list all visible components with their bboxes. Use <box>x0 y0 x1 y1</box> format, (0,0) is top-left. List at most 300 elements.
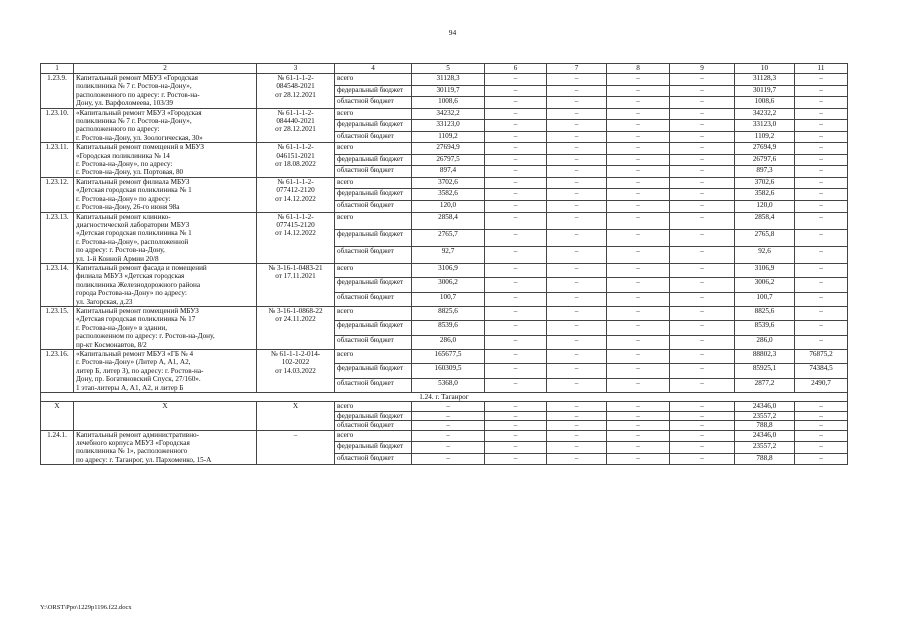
reference-line: 084548-2021 <box>276 82 315 91</box>
description-line: 1 этап-литеры А, А1, А2, и литер Б <box>76 383 184 392</box>
item-number: 1.23.15. <box>41 306 74 349</box>
description-line: литер Б, литер З), по адресу: г. Ростов-на- <box>76 366 204 375</box>
value-cell-c7: – <box>547 321 607 335</box>
description-line: Капитальный ремонт филиала МБУЗ <box>76 177 190 186</box>
item-description <box>74 177 257 212</box>
description-line: ул. Загорская, д.23 <box>76 297 133 306</box>
value-cell-c11: – <box>795 321 848 335</box>
value-cell-c8: – <box>607 278 670 292</box>
value-cell-c11: 76875,2 <box>795 350 848 364</box>
value-cell-c5: 100,7 <box>412 292 485 306</box>
expertise-reference <box>257 350 335 393</box>
value-cell-c9: – <box>670 143 735 155</box>
description-line: поликлиника № 7 г. Ростов-на-Дону», <box>76 117 192 126</box>
page-number: 94 <box>448 28 457 37</box>
value-cell-c5: 3582,6 <box>412 189 485 201</box>
budget-level: всего <box>335 430 412 442</box>
value-cell-c9: – <box>670 453 735 465</box>
column-header: 11 <box>795 64 848 74</box>
value-cell-c11: – <box>795 212 848 229</box>
value-cell-c6: – <box>485 74 547 86</box>
description-line: г. Ростова-на-Дону», по адресу: <box>76 160 173 169</box>
value-cell-c11: – <box>795 120 848 132</box>
budget-level: областной бюджет <box>335 453 412 465</box>
value-cell-c10: 24346,0 <box>735 430 795 442</box>
value-cell-c8: – <box>607 200 670 212</box>
value-cell-c6: – <box>485 229 547 246</box>
value-cell-c7: – <box>547 97 607 109</box>
table-row <box>41 430 848 442</box>
value-cell-c11: – <box>795 131 848 143</box>
description-line: «Детская городская поликлиника № 1 <box>76 186 192 195</box>
value-cell-c7: – <box>547 430 607 442</box>
value-cell-c9: – <box>670 430 735 442</box>
value-cell-c6: – <box>485 453 547 465</box>
value-cell-c10: 8825,6 <box>735 306 795 320</box>
value-cell-c9: – <box>670 200 735 212</box>
description-line: Капитальный ремонт МБУЗ «Городская <box>76 74 198 82</box>
item-description <box>74 108 257 143</box>
value-cell-c6: – <box>485 263 547 277</box>
budget-level: всего <box>335 350 412 364</box>
budget-level: всего <box>335 306 412 320</box>
budget-level: федеральный бюджет <box>335 120 412 132</box>
item-number: 1.23.10. <box>41 108 74 143</box>
value-cell-c9: – <box>670 212 735 229</box>
expertise-reference <box>257 143 335 178</box>
value-cell-c5: 2858,4 <box>412 212 485 229</box>
section-title: 1.24. г. Таганрог <box>41 393 848 402</box>
reference-line: – <box>293 430 298 439</box>
reference-line: от 28.12.2021 <box>275 90 316 99</box>
value-cell-c8: – <box>607 246 670 263</box>
table-row <box>41 263 848 277</box>
value-cell-c10: 2877,2 <box>735 378 795 392</box>
value-cell-c10: 26797,6 <box>735 154 795 166</box>
value-cell-c9: – <box>670 421 735 430</box>
item-description <box>74 263 257 306</box>
description-line: лечебного корпуса МБУЗ «Городская <box>76 439 190 448</box>
description-line: по адресу: г. Ростов-на-Дону, <box>76 246 165 255</box>
value-cell-c9: – <box>670 350 735 364</box>
value-cell-c9: – <box>670 229 735 246</box>
description-line: диагностической лаборатории МБУЗ <box>76 220 190 229</box>
budget-level: областной бюджет <box>335 200 412 212</box>
value-cell-c10: 3582,6 <box>735 189 795 201</box>
table-row <box>41 306 848 320</box>
description-line: расположенного по адресу: г. Ростов-на- <box>76 90 200 99</box>
value-cell-c6: – <box>485 246 547 263</box>
value-cell-c11: – <box>795 166 848 178</box>
value-cell-c8: – <box>607 411 670 420</box>
budget-level: федеральный бюджет <box>335 321 412 335</box>
budget-level: всего <box>335 74 412 86</box>
budget-level: областной бюджет <box>335 246 412 263</box>
description-line: г. Ростов-на-Дону» (Литер А, А1, А2, <box>76 358 191 367</box>
value-cell-c10: 30119,7 <box>735 85 795 97</box>
description-line: г. Ростова-на-Дону», расположенной <box>76 237 189 246</box>
value-cell-c7: – <box>547 108 607 120</box>
expertise-reference <box>257 263 335 306</box>
value-cell-c8: – <box>607 74 670 86</box>
value-cell-c6: – <box>485 200 547 212</box>
value-cell-c6: – <box>485 120 547 132</box>
budget-level: федеральный бюджет <box>335 189 412 201</box>
value-cell-c8: – <box>607 120 670 132</box>
reference-line: 084440-2021 <box>276 117 315 126</box>
value-cell-c9: – <box>670 263 735 277</box>
item-description <box>74 74 257 109</box>
value-cell-c6: – <box>485 421 547 430</box>
value-cell-c7: – <box>547 350 607 364</box>
value-cell-c9: – <box>670 131 735 143</box>
value-cell-c8: – <box>607 350 670 364</box>
reference-line: от 14.12.2022 <box>275 229 316 238</box>
item-number: 1.23.16. <box>41 350 74 393</box>
value-cell-c5: 3006,2 <box>412 278 485 292</box>
value-cell-c9: – <box>670 378 735 392</box>
description-line: города Ростова-на-Дону» по адресу: <box>76 289 187 298</box>
value-cell-c5: 8539,6 <box>412 321 485 335</box>
value-cell-c9: – <box>670 85 735 97</box>
value-cell-c9: – <box>670 166 735 178</box>
description-line: «Капитальный ремонт МБУЗ «Городская <box>76 108 202 117</box>
value-cell-c7: – <box>547 442 607 454</box>
value-cell-c10: 85925,1 <box>735 364 795 378</box>
column-header: 6 <box>485 64 547 74</box>
value-cell-c6: – <box>485 189 547 201</box>
value-cell-c6: – <box>485 378 547 392</box>
value-cell-c7: – <box>547 177 607 189</box>
reference-line: от 14.03.2022 <box>275 366 316 375</box>
value-cell-c10: 88802,3 <box>735 350 795 364</box>
description-line: ул. 1-й Конной Армии 20/8 <box>76 254 159 263</box>
reference-line: 077415-2120 <box>276 220 315 229</box>
financing-table <box>40 63 848 465</box>
value-cell-c11: 2490,7 <box>795 378 848 392</box>
value-cell-c10: 3106,9 <box>735 263 795 277</box>
budget-level: всего <box>335 263 412 277</box>
value-cell-c8: – <box>607 442 670 454</box>
column-header: 7 <box>547 64 607 74</box>
value-cell-c5: – <box>412 411 485 420</box>
value-cell-c10: 897,3 <box>735 166 795 178</box>
reference-line: № 3-16-1-0483-21 <box>268 263 323 272</box>
expertise-reference <box>257 108 335 143</box>
table-row <box>41 143 848 155</box>
value-cell-c7: – <box>547 143 607 155</box>
description-line: по адресу: г. Таганрог, ул. Пархоменко, 15-А <box>76 455 212 464</box>
value-cell-c8: – <box>607 143 670 155</box>
value-cell-c10: 3702,6 <box>735 177 795 189</box>
value-cell-c5: 31128,3 <box>412 74 485 86</box>
budget-level: всего <box>335 212 412 229</box>
value-cell-c7: – <box>547 166 607 178</box>
value-cell-c5: 165677,5 <box>412 350 485 364</box>
value-cell-c8: – <box>607 378 670 392</box>
value-cell-c10: 8539,6 <box>735 321 795 335</box>
value-cell-c11: – <box>795 453 848 465</box>
budget-level: областной бюджет <box>335 131 412 143</box>
expertise-reference <box>257 430 335 465</box>
item-number: 1.23.12. <box>41 177 74 212</box>
value-cell-c11: – <box>795 177 848 189</box>
value-cell-c8: – <box>607 421 670 430</box>
column-header: 10 <box>735 64 795 74</box>
value-cell-c6: – <box>485 402 547 411</box>
value-cell-c9: – <box>670 292 735 306</box>
value-cell-c6: – <box>485 321 547 335</box>
value-cell-c7: – <box>547 154 607 166</box>
reference-line: от 24.11.2022 <box>275 315 316 324</box>
description-line: г. Ростов-на-Дону, 26-го июня 98а <box>76 203 180 212</box>
value-cell-c9: – <box>670 411 735 420</box>
budget-level: областной бюджет <box>335 421 412 430</box>
value-cell-c10: 23557,2 <box>735 442 795 454</box>
reference-line: от 28.12.2021 <box>275 125 316 134</box>
value-cell-c7: – <box>547 378 607 392</box>
budget-level: федеральный бюджет <box>335 364 412 378</box>
description-line: расположенном по адресу: г. Ростов-на-Дону, <box>76 332 215 341</box>
value-cell-c9: – <box>670 364 735 378</box>
value-cell-c9: – <box>670 402 735 411</box>
budget-level: федеральный бюджет <box>335 411 412 420</box>
value-cell-c7: – <box>547 246 607 263</box>
value-cell-c6: – <box>485 411 547 420</box>
value-cell-c11: – <box>795 306 848 320</box>
value-cell-c11: – <box>795 421 848 430</box>
budget-level: федеральный бюджет <box>335 278 412 292</box>
value-cell-c6: – <box>485 335 547 349</box>
value-cell-c8: – <box>607 335 670 349</box>
value-cell-c10: 33123,0 <box>735 120 795 132</box>
value-cell-c11: – <box>795 246 848 263</box>
description-line: поликлиника Железнодорожного района <box>76 280 201 289</box>
value-cell-c9: – <box>670 335 735 349</box>
description-line: поликлиника № 7 г. Ростов-на-Дону», <box>76 82 192 91</box>
description-line: г. Ростова-на-Дону» в здании, <box>76 323 168 332</box>
value-cell-c7: – <box>547 411 607 420</box>
item-description <box>74 212 257 263</box>
value-cell-c6: – <box>485 306 547 320</box>
value-cell-c10: 2765,8 <box>735 229 795 246</box>
item-number: 1.23.13. <box>41 212 74 263</box>
value-cell-c5: – <box>412 453 485 465</box>
description-line: Капитальный ремонт фасада и помещений <box>76 263 207 272</box>
value-cell-c5: 160309,5 <box>412 364 485 378</box>
value-cell-c10: 24346,0 <box>735 402 795 411</box>
value-cell-c5: 92,7 <box>412 246 485 263</box>
value-cell-c10: 27694,9 <box>735 143 795 155</box>
value-cell-c7: – <box>547 306 607 320</box>
description-line: пр-кт Космонавтов, 8/2 <box>76 340 147 349</box>
table-row <box>41 108 848 120</box>
value-cell-c10: 1109,2 <box>735 131 795 143</box>
value-cell-c7: – <box>547 335 607 349</box>
value-cell-c5: 5368,0 <box>412 378 485 392</box>
description-line: «Детская городская поликлиника № 17 <box>76 315 196 324</box>
description-line: г. Ростов-на-Дону, ул. Портовая, 80 <box>76 168 184 177</box>
value-cell-c8: – <box>607 177 670 189</box>
value-cell-c6: – <box>485 85 547 97</box>
value-cell-c11: – <box>795 292 848 306</box>
description-line: Дону, ул. Варфоломеева, 103/39 <box>76 99 174 108</box>
column-header: 2 <box>74 64 257 74</box>
column-header: 1 <box>41 64 74 74</box>
reference-line: № 61-1-1-2- <box>277 74 314 82</box>
value-cell-c9: – <box>670 74 735 86</box>
budget-level: всего <box>335 177 412 189</box>
budget-level: областной бюджет <box>335 166 412 178</box>
description-line: «Городская поликлиника № 14 <box>76 151 170 160</box>
value-cell-c8: – <box>607 321 670 335</box>
value-cell-c7: – <box>547 131 607 143</box>
value-cell-c6: – <box>485 177 547 189</box>
table-row <box>41 350 848 364</box>
value-cell-c8: – <box>607 189 670 201</box>
reference-line: 046151-2021 <box>276 151 315 160</box>
budget-level: областной бюджет <box>335 335 412 349</box>
reference-line: № 61-1-1-2- <box>277 212 314 221</box>
description-line: филиала МБУЗ «Детская городская <box>76 272 185 281</box>
value-cell-c7: – <box>547 421 607 430</box>
reference-line: от 17.11.2021 <box>275 272 316 281</box>
description-line: Капитальный ремонт клинико- <box>76 212 171 221</box>
reference-line: № 61-1-1-2- <box>277 177 314 186</box>
value-cell-c9: – <box>670 321 735 335</box>
value-cell-c8: – <box>607 212 670 229</box>
value-cell-c5: – <box>412 430 485 442</box>
value-cell-c6: – <box>485 166 547 178</box>
table-row <box>41 402 848 411</box>
value-cell-c7: – <box>547 74 607 86</box>
item-description <box>74 306 257 349</box>
expertise-reference <box>257 212 335 263</box>
value-cell-c9: – <box>670 97 735 109</box>
value-cell-c5: – <box>412 421 485 430</box>
value-cell-c5: 3106,9 <box>412 263 485 277</box>
column-header: 8 <box>607 64 670 74</box>
value-cell-c5: 30119,7 <box>412 85 485 97</box>
value-cell-c10: 34232,2 <box>735 108 795 120</box>
reference-line: № 3-16-1-0868-22 <box>268 306 323 315</box>
value-cell-c10: 788,8 <box>735 421 795 430</box>
budget-level: федеральный бюджет <box>335 229 412 246</box>
value-cell-c10: 2858,4 <box>735 212 795 229</box>
header-row <box>41 64 848 74</box>
budget-level: всего <box>335 402 412 411</box>
value-cell-c10: 92,6 <box>735 246 795 263</box>
value-cell-c9: – <box>670 154 735 166</box>
value-cell-c9: – <box>670 108 735 120</box>
value-cell-c9: – <box>670 120 735 132</box>
description-line: Дону, пр. Богатяновский Спуск, 27/160». <box>76 375 201 384</box>
table-row <box>41 212 848 229</box>
item-description <box>74 143 257 178</box>
item-description <box>74 430 257 465</box>
value-cell-c6: – <box>485 97 547 109</box>
budget-level: всего <box>335 108 412 120</box>
reference-line: 102-2022 <box>281 358 310 367</box>
budget-level: областной бюджет <box>335 292 412 306</box>
value-cell-c9: – <box>670 189 735 201</box>
budget-level: областной бюджет <box>335 97 412 109</box>
section-row <box>41 393 848 402</box>
column-header: 5 <box>412 64 485 74</box>
expertise-reference <box>257 74 335 109</box>
value-cell-c9: – <box>670 306 735 320</box>
value-cell-c11: – <box>795 154 848 166</box>
column-header: 4 <box>335 64 412 74</box>
value-cell-c8: – <box>607 453 670 465</box>
value-cell-c5: 26797,5 <box>412 154 485 166</box>
description-line: расположенного по адресу: <box>76 125 160 134</box>
description-line: г. Ростов-на-Дону, ул. Зоологическая, 30» <box>76 133 203 142</box>
value-cell-c8: – <box>607 292 670 306</box>
description-line: «Детская городская поликлиника № 1 <box>76 229 192 238</box>
value-cell-c8: – <box>607 131 670 143</box>
value-cell-c8: – <box>607 263 670 277</box>
value-cell-c8: – <box>607 108 670 120</box>
expertise-reference <box>257 402 335 430</box>
value-cell-c5: 2765,7 <box>412 229 485 246</box>
value-cell-c7: – <box>547 229 607 246</box>
value-cell-c10: 286,0 <box>735 335 795 349</box>
value-cell-c11: – <box>795 263 848 277</box>
value-cell-c11: 74384,5 <box>795 364 848 378</box>
value-cell-c10: 788,8 <box>735 453 795 465</box>
value-cell-c8: – <box>607 97 670 109</box>
reference-line: от 18.08.2022 <box>275 160 316 169</box>
reference-line: 077412-2120 <box>276 186 315 195</box>
value-cell-c7: – <box>547 189 607 201</box>
value-cell-c7: – <box>547 278 607 292</box>
reference-line: № 61-1-1-2-014- <box>270 350 321 358</box>
value-cell-c10: 1008,6 <box>735 97 795 109</box>
value-cell-c5: 120,0 <box>412 200 485 212</box>
value-cell-c8: – <box>607 402 670 411</box>
value-cell-c5: – <box>412 402 485 411</box>
value-cell-c8: – <box>607 166 670 178</box>
description-line: Капитальный ремонт административно- <box>76 430 200 439</box>
value-cell-c6: – <box>485 364 547 378</box>
value-cell-c11: – <box>795 411 848 420</box>
value-cell-c10: 100,7 <box>735 292 795 306</box>
value-cell-c11: – <box>795 108 848 120</box>
value-cell-c6: – <box>485 350 547 364</box>
value-cell-c5: 1008,6 <box>412 97 485 109</box>
description-line: поликлиника № 1», расположенного <box>76 447 188 456</box>
value-cell-c5: 286,0 <box>412 335 485 349</box>
value-cell-c8: – <box>607 364 670 378</box>
value-cell-c11: – <box>795 97 848 109</box>
value-cell-c11: – <box>795 74 848 86</box>
value-cell-c11: – <box>795 430 848 442</box>
value-cell-c6: – <box>485 442 547 454</box>
value-cell-c9: – <box>670 442 735 454</box>
item-number: 1.23.9. <box>41 74 74 109</box>
value-cell-c11: – <box>795 200 848 212</box>
budget-level: федеральный бюджет <box>335 154 412 166</box>
table-row <box>41 74 848 86</box>
column-header: 3 <box>257 64 335 74</box>
value-cell-c7: – <box>547 453 607 465</box>
description-line: «Капитальный ремонт МБУЗ «ГБ № 4 <box>76 350 194 358</box>
value-cell-c6: – <box>485 430 547 442</box>
value-cell-c5: 1109,2 <box>412 131 485 143</box>
value-cell-c5: 33123,0 <box>412 120 485 132</box>
value-cell-c7: – <box>547 200 607 212</box>
